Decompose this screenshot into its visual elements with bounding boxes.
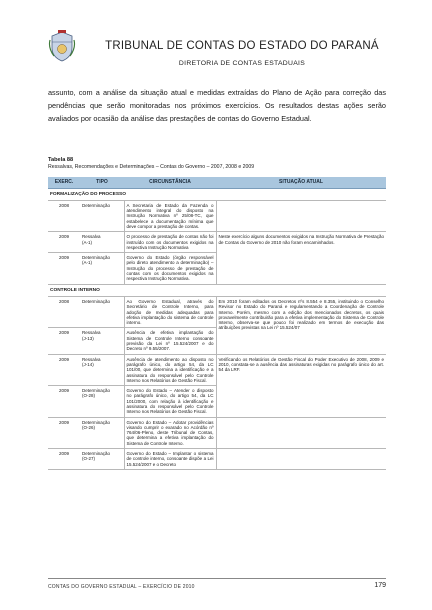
cell-tipo bbox=[80, 232, 124, 253]
tipo-code: (J-13) bbox=[82, 335, 94, 341]
cell-circunstancia: Ausência de efetiva implantação do Sistema de Controle Interno consoante previsão da Lei nº 15.524/2007 e do Decreto nº 9.55/2007. bbox=[124, 328, 216, 354]
tipo-code: (O-27) bbox=[82, 456, 96, 462]
cell-situacao bbox=[216, 449, 386, 470]
cell-situacao bbox=[216, 200, 386, 231]
cell-exerc: 2009 bbox=[48, 386, 80, 417]
intro-paragraph: assunto, com a análise da situação atual e medidas extraídas do Plano de Ação para correção das pendências que serão monitoradas nos próximos exercícios. Os resultados destas ações serão avaliados por ocasião da análise das prestações de contas do Governo Estadual. bbox=[48, 88, 386, 123]
col-header-exerc: EXERC. bbox=[48, 177, 80, 188]
institution-title: TRIBUNAL DE CONTAS DO ESTADO DO PARANÁ bbox=[105, 40, 379, 52]
tipo-code: (O-26) bbox=[82, 424, 96, 430]
tipo-label: Determinação bbox=[82, 202, 111, 208]
page-number: 179 bbox=[374, 582, 386, 589]
cell-exerc: 2009 bbox=[48, 232, 80, 253]
cell-circunstancia: Governo do Estado – Implantar o sistema de controle interno, consoante dispõe a Lei 15.524/2007 e o Decreto bbox=[124, 449, 216, 470]
cell-exerc: 2008 bbox=[48, 200, 80, 231]
cell-tipo bbox=[80, 200, 124, 231]
tipo-label: Determinação bbox=[82, 419, 111, 425]
cell-circunstancia: O processo de prestação de contas não foi instruído com os documentos exigidos na respectiva Instrução Normativa bbox=[124, 232, 216, 253]
table-row bbox=[48, 296, 386, 327]
cell-circunstancia: Governo do Estado – Adotar providências visando cumprir o exarado no Acórdão nº 764/06-Pleno, deste Tribunal de Contas, que determina a efetiva implantação do Sistema de Controle Interno. bbox=[124, 417, 216, 448]
table-row bbox=[48, 232, 386, 253]
tipo-code: (J-14) bbox=[82, 361, 94, 367]
tipo-code: (A-1) bbox=[82, 239, 92, 245]
cell-tipo bbox=[80, 417, 124, 448]
table-row bbox=[48, 449, 386, 470]
table-caption: Ressalvas, Recomendações e Determinações – Contas do Governo – 2007, 2008 e 2009 bbox=[48, 164, 255, 170]
cell-exerc: 2008 bbox=[48, 296, 80, 327]
tipo-label: Determinação bbox=[82, 451, 111, 457]
tipo-label: Ressalva bbox=[82, 330, 101, 336]
cell-situacao: Neste exercício alguns documentos exigidos na Instrução Normativa de Prestação de Contas do Governo de 2010 não foram encaminhados. bbox=[216, 232, 386, 284]
cell-exerc: 2009 bbox=[48, 328, 80, 354]
table-title: Tabela 88 bbox=[48, 157, 74, 163]
cell-tipo bbox=[80, 296, 124, 327]
cell-circunstancia: A Secretaria de Estado da Fazenda o atendimento integral do disposto na Instrução Normativa nº 25/08-TC, que estabelece a documentação mínima que deve compor a prestação de contas. bbox=[124, 200, 216, 231]
tipo-code: (A-1) bbox=[82, 260, 92, 266]
cell-tipo bbox=[80, 354, 124, 385]
cell-circunstancia: Governo do Estado – Atender o disposto no parágrafo único, do artigo 54, da LC 101/2000, com relação à identificação e assinatura do responsável pelo Controle Interno nos Relatórios de Gestão Fiscal. bbox=[124, 386, 216, 417]
cell-situacao bbox=[216, 417, 386, 448]
page-header bbox=[48, 30, 388, 74]
cell-tipo bbox=[80, 386, 124, 417]
table-row bbox=[48, 200, 386, 231]
section-row bbox=[48, 188, 386, 200]
section-row bbox=[48, 284, 386, 296]
table-row bbox=[48, 417, 386, 448]
cell-tipo bbox=[80, 253, 124, 284]
tipo-label: Determinação bbox=[82, 298, 111, 304]
tipo-code: (O-28) bbox=[82, 393, 96, 399]
table-header-row bbox=[48, 177, 386, 188]
tipo-label: Determinação bbox=[82, 388, 111, 394]
directorate-subtitle: DIRETORIA DE CONTAS ESTADUAIS bbox=[178, 60, 306, 67]
col-header-situacao: SITUAÇÃO ATUAL bbox=[216, 177, 386, 188]
cell-exerc: 2009 bbox=[48, 354, 80, 385]
cell-exerc: 2009 bbox=[48, 253, 80, 284]
cell-exerc: 2009 bbox=[48, 417, 80, 448]
col-header-circunstancia: CIRCUNSTÂNCIA bbox=[124, 177, 216, 188]
cell-tipo bbox=[80, 328, 124, 354]
col-header-tipo: TIPO bbox=[80, 177, 124, 188]
tipo-label: Ressalva bbox=[82, 234, 101, 240]
section-title: CONTROLE INTERNO bbox=[48, 284, 386, 296]
footer-text: CONTAS DO GOVERNO ESTADUAL – EXERCÍCIO DE 2010 bbox=[48, 584, 195, 590]
cell-situacao: Em 2010 foram editados os Decretos nºs 8.554 e 8.355, instituindo o Conselho Revisor no Estado do Paraná e regulamentando a Coordenação de Controle Interno. Porém, mesmo com a edição dos mencionados decretos, os quais provavelmente contribuirão para a efetiva implementação do Sistema de Controle Interno, observa-se que pouco foi realizado em termos de execução das atribuições previstas na Lei nº 15.524/07 bbox=[216, 296, 386, 354]
cell-circunstancia: Ao Governo Estadual, através do Secretário de Controle Interno, para adoção de medidas adequadas para efetiva implantação do sistema de controle interno. bbox=[124, 296, 216, 327]
footer-divider bbox=[48, 578, 386, 579]
determinations-table bbox=[48, 177, 386, 470]
tipo-label: Ressalva bbox=[82, 356, 101, 362]
tipo-label: Determinação bbox=[82, 255, 111, 261]
cell-tipo bbox=[80, 449, 124, 470]
cell-circunstancia: Ausência de atendimento ao disposto no parágrafo único, do artigo 54, da LC 101/00, que determina a identificação e a assinatura do responsável pelo Controle Interno nos Relatórios de Gestão Fiscal. bbox=[124, 354, 216, 385]
coat-of-arms-icon bbox=[48, 30, 76, 62]
section-title: FORMALIZAÇÃO DO PROCESSO bbox=[48, 188, 386, 200]
cell-situacao: Verificando os Relatórios de Gestão Fiscal do Poder Executivo de 2008, 2009 e 2010, constata-se a ausência das assinaturas exigidas no parágrafo único do art. 54 da LRF. bbox=[216, 354, 386, 417]
cell-circunstancia: Governo do Estado (órgão responsável pelo direto atendimento a determinação) – Instrução do processo de prestação de contas com os documentos exigidos na respectiva Instrução Normativa. bbox=[124, 253, 216, 284]
cell-exerc: 2009 bbox=[48, 449, 80, 470]
table-row bbox=[48, 354, 386, 385]
